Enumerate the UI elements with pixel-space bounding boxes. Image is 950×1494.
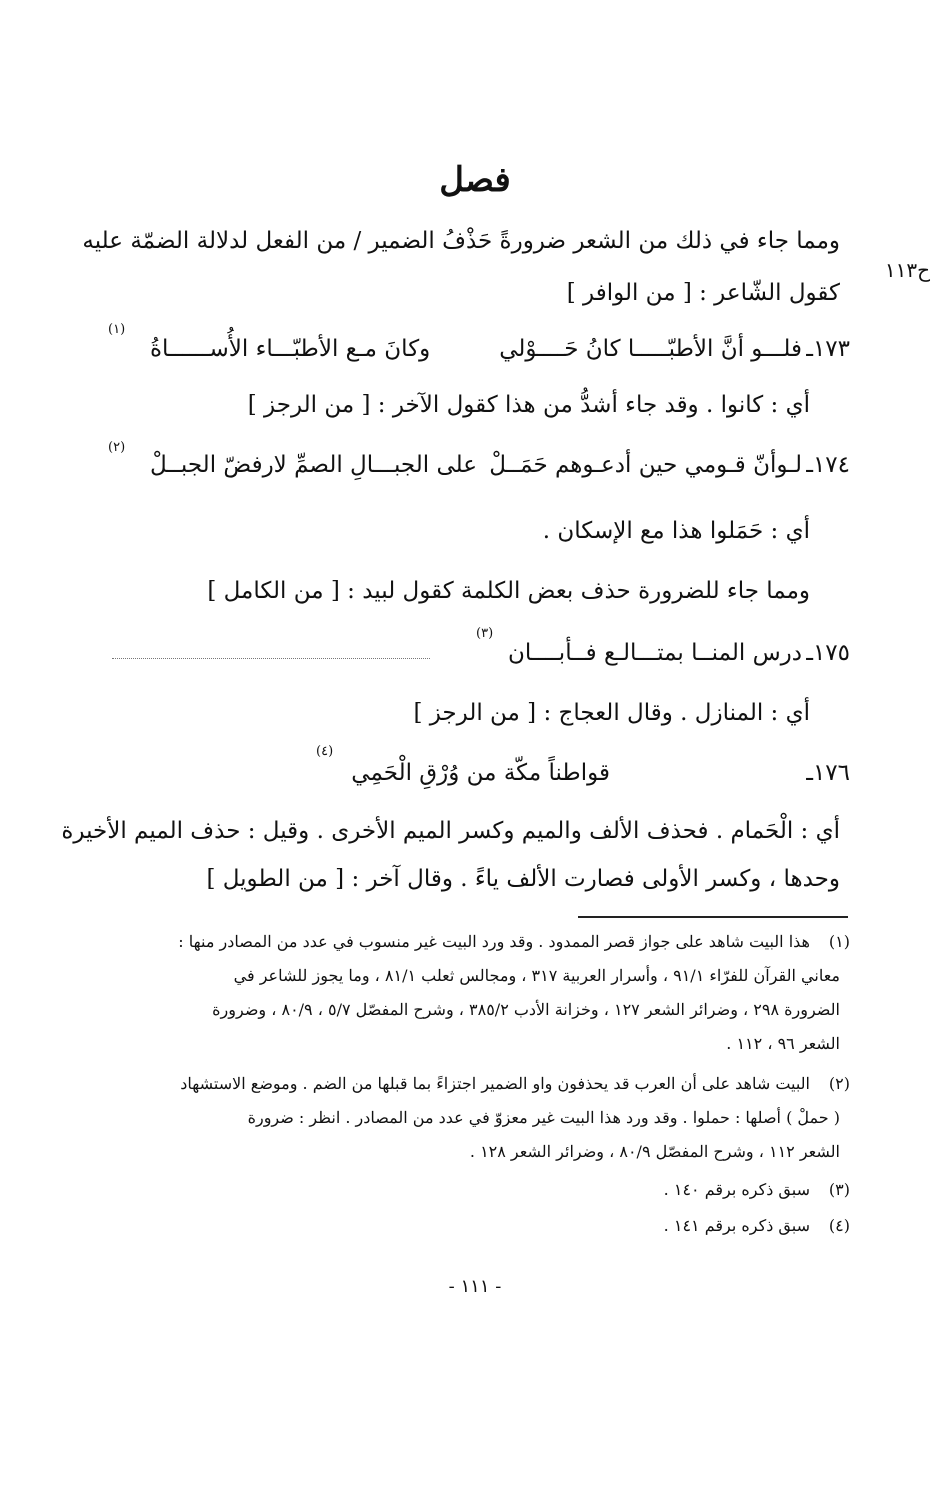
body-line-6: أي : المنازل . وقال العجاج : [ من الرجز ] xyxy=(413,700,810,726)
footnote-4-line-1: سبق ذكره برقم ١٤١ . xyxy=(663,1216,810,1235)
verse-173-first-hemistich: فلـــو أنَّ الأطبّـــــا كانُ حَــــوْلي xyxy=(499,336,802,362)
footnote-3-number: (٣) xyxy=(828,1180,850,1199)
footnote-2-line-1: البيت شاهد على أن العرب قد يحذفون واو الضمير اجتزاءً بما قبلها من الضم . وموضع الاستشهاد xyxy=(180,1074,810,1093)
body-line-3: أي : كانوا . وقد جاء أشدُّ من هذا كقول الآخر : [ من الرجز ] xyxy=(247,392,810,418)
footnote-ref-1: (١) xyxy=(108,322,126,337)
body-line-4: أي : حَمَلوا هذا مع الإسكان . xyxy=(542,518,810,544)
section-title: فصل xyxy=(439,160,511,200)
verse-174-number: ١٧٤ـ xyxy=(806,452,850,478)
verse-175-dotted-line xyxy=(112,658,430,659)
footnote-2-line-3: الشعر ١١٢ ، وشرح المفصّل ٨٠/٩ ، وضرائر الشعر ١٢٨ . xyxy=(469,1142,840,1161)
footnote-1-line-2: معاني القرآن للفرّاء ٩١/١ ، وأسرار العربية ٣١٧ ، ومجالس ثعلب ٨١/١ ، وما يجوز للشاعر في xyxy=(233,966,840,985)
footnote-ref-2: (٢) xyxy=(108,440,126,455)
verse-176-number: ١٧٦ـ xyxy=(806,760,850,786)
footnote-ref-3: (٣) xyxy=(476,626,494,641)
body-line-1: ومما جاء في ذلك من الشعر ضرورةً حَذْفُ الضمير / من الفعل لدلالة الضمّة عليه xyxy=(82,228,840,254)
margin-note: ح١١٣ xyxy=(884,258,930,282)
footnote-separator xyxy=(578,916,848,918)
footnote-1-line-4: الشعر ٩٦ ، ١١٢ . xyxy=(726,1034,840,1053)
body-line-8: وحدها ، وكسر الأولى فصارت الألف ياءً . وقال آخر : [ من الطويل ] xyxy=(206,866,840,892)
body-line-5: ومما جاء للضرورة حذف بعض الكلمة كقول لبيد : [ من الكامل ] xyxy=(207,578,810,604)
page-number: - ١١١ - xyxy=(448,1276,502,1297)
body-line-2: كقول الشّاعر : [ من الوافر ] xyxy=(566,280,840,306)
verse-173-second-hemistich: وكانَ مـع الأطبّـــاء الأُســــــاةُ xyxy=(150,336,431,362)
footnote-2-line-2: ( حملْ ) أصلها : حملوا . وقد ورد هذا البيت غير معزوّ في عدد من المصادر . انظر : ضرورة xyxy=(247,1108,840,1127)
footnote-ref-4: (٤) xyxy=(316,744,334,759)
footnote-3-line-1: سبق ذكره برقم ١٤٠ . xyxy=(663,1180,810,1199)
footnote-1-line-3: الضرورة ٢٩٨ ، وضرائر الشعر ١٢٧ ، وخزانة الأدب ٣٨٥/٢ ، وشرح المفصّل ٥/٧ ، ٨٠/٩ ، وضرورة xyxy=(212,1000,840,1019)
verse-176-hemistich: قواطناً مكّة من وُرْقِ الْحَمِي xyxy=(351,760,610,786)
body-line-7: أي : الْحَمام . فحذف الألف والميم وكسر الميم الأخرى . وقيل : حذف الميم الأخيرة xyxy=(61,818,840,844)
footnote-1-line-1: هذا البيت شاهد على جواز قصر الممدود . وقد ورد البيت غير منسوب في عدد من المصادر منها : xyxy=(178,932,810,951)
footnote-2-number: (٢) xyxy=(828,1074,850,1093)
verse-173-number: ١٧٣ـ xyxy=(806,336,850,362)
verse-174-second-hemistich: على الجبـــالِ الصمِّ لارفضّ الجبــلْ xyxy=(150,452,477,478)
footnote-4-number: (٤) xyxy=(828,1216,850,1235)
footnote-1-number: (١) xyxy=(828,932,850,951)
verse-174-first-hemistich: لـوأنّ قـومي حين أدعـوهم حَمَــلْ xyxy=(489,452,802,478)
verse-175-number: ١٧٥ـ xyxy=(806,640,850,666)
verse-175-first-hemistich: درس المنــا بمتـــالـع فــأبــــان xyxy=(507,640,802,666)
